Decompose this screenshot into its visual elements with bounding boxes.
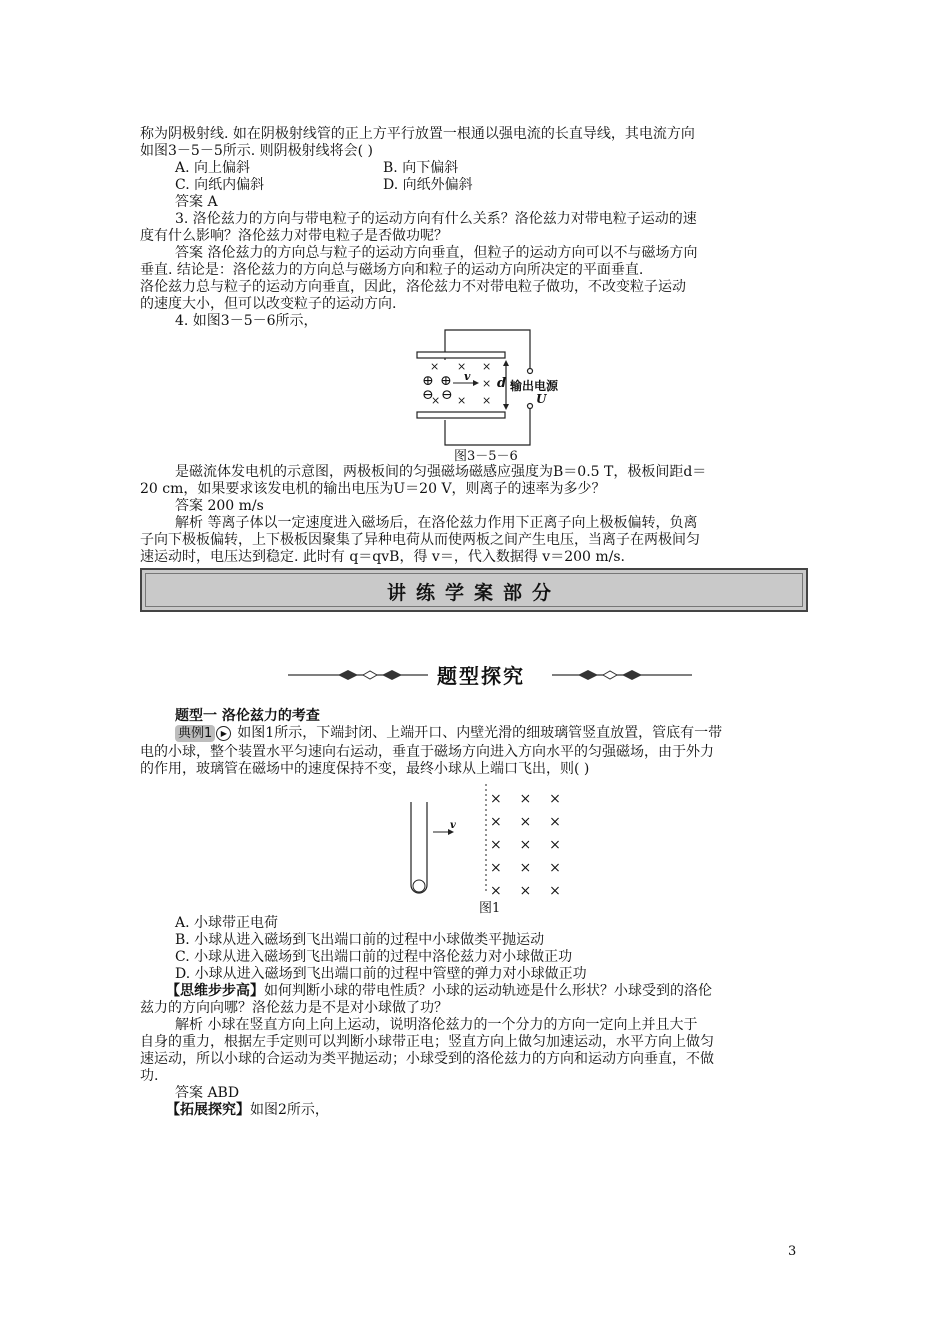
example-text: 如图1所示，下端封闭、上端开口、内壁光滑的细玻璃管竖直放置，管底有一带 (237, 725, 723, 741)
extend-tag: 【拓展探究】 (166, 1102, 250, 1118)
text-line: 如图3－5－5所示. 则阴极射线将会( ) (140, 143, 373, 159)
cross-symbol: × (549, 883, 561, 899)
text-line: 20 cm，如果要求该发电机的输出电压为U＝20 V，则离子的速率为多少？ (140, 481, 606, 497)
cross-symbol: × (549, 814, 561, 830)
cross-symbol: × (457, 394, 467, 407)
play-icon: ▶ (216, 726, 231, 741)
text-line: 垂直. 结论是：洛伦兹力的方向总与磁场方向和粒子的运动方向所决定的平面垂直. (140, 262, 644, 278)
section-banner (140, 568, 808, 612)
cross-symbol: × (482, 377, 492, 390)
page-number: 3 (788, 1244, 797, 1259)
cross-symbol: × (490, 883, 502, 899)
analysis: 解析 小球在竖直方向上向上运动，说明洛伦兹力的一个分力的方向一定向上并且大于 (175, 1017, 698, 1033)
option-a: A. 向上偏斜 (175, 160, 251, 176)
cross-symbol: × (490, 814, 502, 830)
cross-symbol: × (457, 360, 467, 373)
cross-symbol: × (430, 360, 440, 373)
cross-symbol: × (490, 860, 502, 876)
cross-symbol: × (549, 860, 561, 876)
text-line: 自身的重力，根据左手定则可以判断小球带正电；竖直方向上做匀加速运动，水平方向上做匀 (140, 1034, 714, 1050)
option-c: C. 向纸内偏斜 (175, 177, 265, 193)
cross-symbol: × (549, 837, 561, 853)
distance-label: d (497, 376, 507, 391)
text-line: 速运动，所以小球的合运动为类平抛运动；小球受到的洛伦兹力的方向和运动方向垂直，不做 (140, 1051, 714, 1067)
example-tag: 典例1 (175, 725, 215, 742)
option-c: C. 小球从进入磁场到飞出端口前的过程中洛伦兹力对小球做正功 (175, 949, 573, 965)
text-line: 的作用，玻璃管在磁场中的速度保持不变，最终小球从上端口飞出，则( ) (140, 761, 590, 777)
think-step (166, 983, 838, 1000)
extend-step (166, 1102, 838, 1119)
text-line: 子向下极板偏转，上下极板因聚集了异种电荷从而使两板之间产生电压，当离子在两极间匀 (140, 532, 700, 548)
cross-symbol: × (519, 860, 532, 876)
option-d: D. 向纸外偏斜 (383, 177, 473, 193)
cross-symbol: × (519, 883, 532, 899)
answer: 答案 A (175, 194, 218, 210)
cross-symbol: × (549, 791, 561, 807)
text-line: 功. (140, 1068, 159, 1084)
velocity-label: v (450, 820, 456, 831)
cross-symbol: × (482, 360, 492, 373)
figure-caption: 图3－5－6 (454, 449, 518, 464)
cross-symbol: × (519, 814, 532, 830)
ornament-left-icon (288, 665, 428, 685)
cross-symbol: × (519, 837, 532, 853)
type-heading: 题型一 洛伦兹力的考查 (175, 708, 320, 724)
cross-symbol: × (490, 791, 502, 807)
cross-symbol: × (519, 791, 532, 807)
minus-ion: ⊖ (441, 387, 453, 403)
magnetic-field (490, 788, 580, 903)
text-line: 的速度大小，但可以改变粒子的运动方向. (140, 296, 397, 312)
voltage-label: U (536, 392, 547, 406)
text-line: 速运动时，电压达到稳定. 此时有 q＝qvB，得 v＝，代入数据得 v＝200 m/s. (140, 549, 625, 565)
option-d: D. 小球从进入磁场到飞出端口前的过程中管壁的弹力对小球做正功 (175, 966, 587, 982)
answer-3: 答案 洛伦兹力的方向总与粒子的运动方向垂直，但粒子的运动方向可以不与磁场方向 (175, 245, 698, 261)
minus-ion: ⊖ (422, 387, 434, 403)
text-line: 洛伦兹力总与粒子的运动方向垂直，因此，洛伦兹力不对带电粒子做功，不改变粒子运动 (140, 279, 686, 295)
answer: 答案 200 m/s (175, 498, 264, 514)
cross-symbol: × (482, 394, 492, 407)
cross-symbol: × (431, 394, 441, 407)
analysis: 解析 等离子体以一定速度进入磁场后，在洛伦兹力作用下正离子向上极板偏转，负离 (175, 515, 698, 531)
ornament-right-icon (552, 665, 692, 685)
answer: 答案 ABD (175, 1085, 240, 1101)
text-line: 是磁流体发电机的示意图，两极板间的匀强磁场磁感应强度为B＝0.5 T，极板间距d＝ (175, 464, 707, 480)
plus-ion: ⊕ (422, 373, 434, 389)
think-tag: 【思维步步高】 (166, 983, 264, 999)
extend-text: 如图2所示， (250, 1102, 329, 1118)
question-4: 4. 如图3－5－6所示， (175, 313, 318, 329)
question-3: 3. 洛伦兹力的方向与带电粒子的运动方向有什么关系？洛伦兹力对带电粒子运动的速 (175, 211, 697, 227)
cross-symbol: × (490, 837, 502, 853)
figure-caption: 图1 (479, 901, 501, 916)
text-line: 电的小球，整个装置水平匀速向右运动，垂直于磁场方向进入方向水平的匀强磁场，由于外力 (140, 744, 714, 760)
text-line: 兹力的方向向哪？洛伦兹力是不是对小球做了功？ (140, 1000, 448, 1016)
banner-title: 讲练学案部分 (386, 582, 561, 604)
option-a: A. 小球带正电荷 (175, 915, 279, 931)
text-line: 度有什么影响？洛伦兹力对带电粒子是否做功呢？ (140, 228, 448, 244)
option-b: B. 向下偏斜 (383, 160, 459, 176)
think-text: 如何判断小球的带电性质？小球的运动轨迹是什么形状？小球受到的洛伦 (264, 983, 712, 999)
option-b: B. 小球从进入磁场到飞出端口前的过程中小球做类平抛运动 (175, 932, 545, 948)
plus-ion: ⊕ (440, 373, 452, 389)
text-line: 称为阴极射线. 如在阴极射线管的正上方平行放置一根通以强电流的长直导线，其电流方向 (140, 126, 695, 142)
output-source-label: 输出电源 (510, 379, 559, 393)
velocity-label: v (464, 370, 471, 383)
section-title: 题型探究 (437, 664, 525, 688)
example-1 (175, 725, 847, 742)
